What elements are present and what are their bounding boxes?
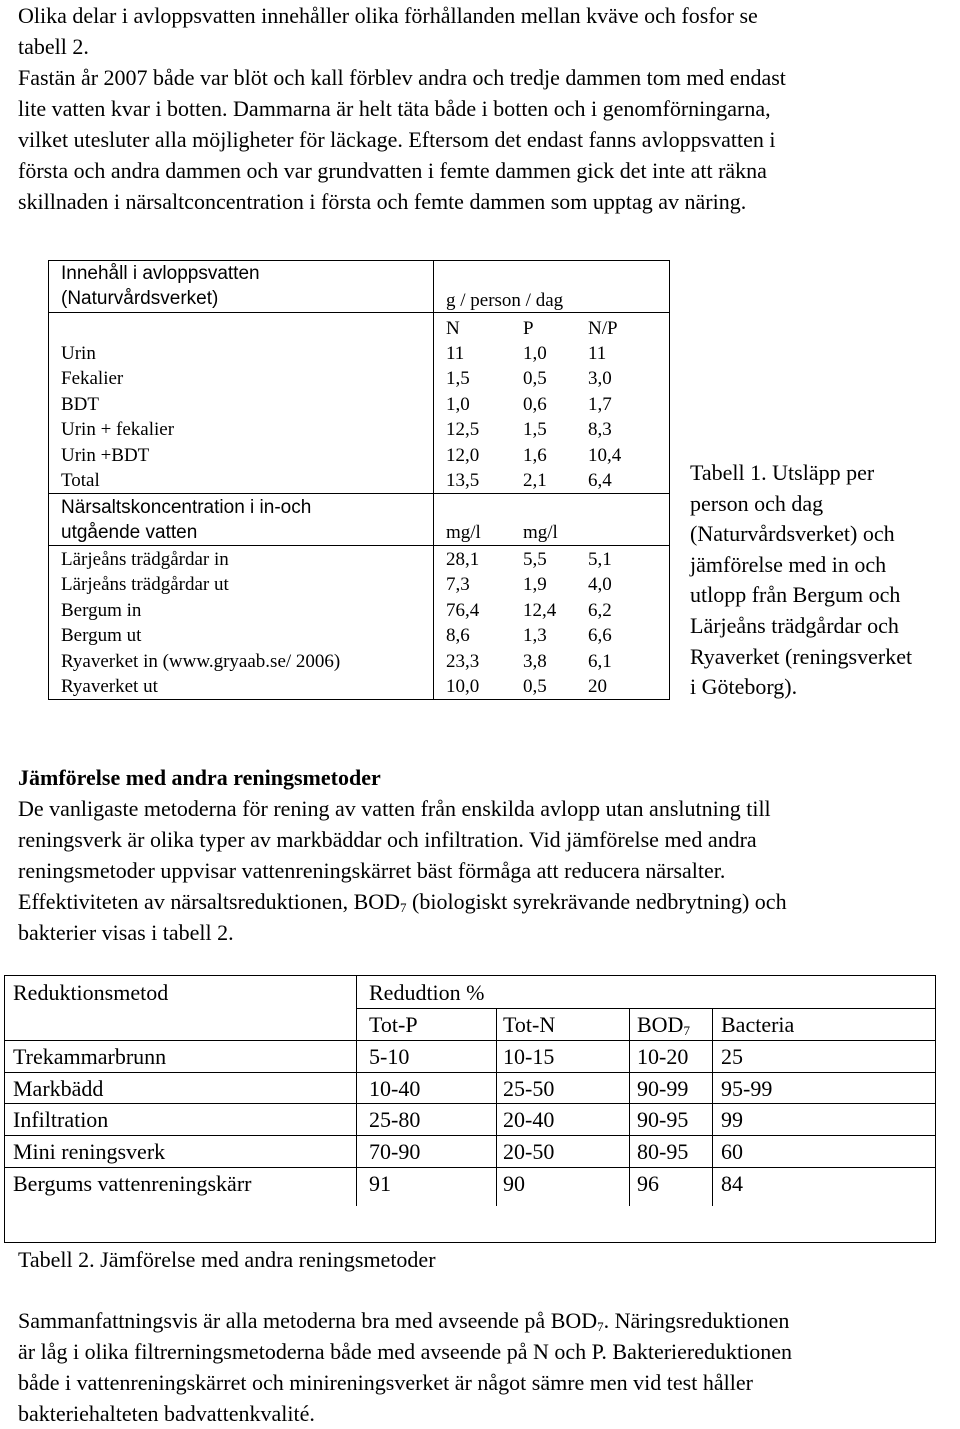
table1-cell: 1,5: [446, 368, 470, 389]
table-divider: [5, 1135, 935, 1136]
table1-row-label: Urin: [61, 343, 96, 364]
table2-cell: 84: [721, 1171, 743, 1196]
table-divider: [49, 312, 669, 313]
caption-line: (Naturvårdsverket) och: [690, 521, 895, 547]
table2-col-bod-text: BOD: [637, 1012, 684, 1037]
table2-cell: 91: [369, 1171, 391, 1196]
table2-col-bacteria: Bacteria: [721, 1012, 795, 1037]
table1-row-label: Lärjeåns trädgårdar in: [61, 549, 229, 570]
table1-cell: 1,0: [523, 343, 547, 364]
table-1-emissions: [48, 260, 670, 700]
table1-cell: 76,4: [446, 600, 480, 621]
table1-cell: 8,3: [588, 419, 612, 440]
table-divider: [433, 261, 434, 699]
summary-paragraph: [18, 1305, 948, 1429]
summary-line: bakteriehalteten badvattenkvalité.: [18, 1401, 315, 1426]
caption-line: jämförelse med in och: [690, 551, 887, 577]
table1-row-label: Total: [61, 470, 100, 491]
summary-line: [18, 1305, 948, 1336]
intro-line: skillnaden i närsaltconcentration i första och femte dammen som upptag av näring.: [18, 189, 747, 214]
table-2-methods: [4, 975, 936, 1243]
table1-cell: 6,6: [588, 625, 612, 646]
table-2-caption: Tabell 2. Jämförelse med andra reningsmetoder: [18, 1247, 436, 1272]
table1-subheading: Närsaltskoncentration i in-och: [61, 497, 312, 518]
table1-heading: Innehåll i avloppsvatten: [61, 263, 260, 284]
intro-paragraph: [18, 0, 948, 217]
caption-line: Lärjeåns trädgårdar och: [690, 612, 899, 638]
table1-cell: 11: [588, 343, 607, 364]
table1-cell: 10,0: [446, 676, 480, 697]
section-text: (biologiskt syrekrävande nedbrytning) och: [406, 889, 787, 914]
table1-cell: 2,1: [523, 470, 547, 491]
table1-cell: 12,5: [446, 419, 480, 440]
table1-row-label: Urin + fekalier: [61, 419, 175, 440]
intro-line: Olika delar i avloppsvatten innehåller olika förhållanden mellan kväve och fosfor se: [18, 3, 758, 28]
summary-text: Sammanfattningsvis är alla metoderna bra med avseende på BOD: [18, 1308, 598, 1333]
table1-col-np: N/P: [588, 318, 618, 339]
table1-cell: 13,5: [446, 470, 480, 491]
table2-cell: 10-40: [369, 1076, 421, 1101]
table1-cell: 3,0: [588, 368, 612, 389]
section-text: Effektiviteten av närsaltsreduktionen, BOD: [18, 889, 401, 914]
section-line: bakterier visas i tabell 2.: [18, 920, 234, 945]
table1-cell: 1,7: [588, 394, 612, 415]
table2-cell: 90-95: [637, 1107, 689, 1132]
comparison-section: [18, 762, 948, 948]
summary-text: . Näringsreduktionen: [603, 1308, 790, 1333]
table2-cell: 70-90: [369, 1139, 421, 1164]
table1-cell: 1,0: [446, 394, 470, 415]
table1-cell: 6,2: [588, 600, 612, 621]
intro-line: Fastän år 2007 både var blöt och kall förblev andra och tredje dammen tom med endast: [18, 65, 786, 90]
table-divider: [5, 1040, 935, 1041]
table1-unit-p: mg/l: [523, 522, 558, 543]
table1-subheading: utgående vatten: [61, 522, 198, 543]
section-line: reningsverk är olika typer av markbäddar och infiltration. Vid jämförelse med andra: [18, 827, 757, 852]
table2-col-totp: Tot-P: [369, 1012, 418, 1037]
table2-row-method: Trekammarbrunn: [13, 1044, 167, 1069]
table1-row-label: Bergum ut: [61, 625, 142, 646]
table1-row-label: BDT: [61, 394, 99, 415]
table-divider: [629, 1008, 630, 1206]
table2-cell: 20-50: [503, 1139, 555, 1164]
table2-cell: 90: [503, 1171, 525, 1196]
table1-cell: 3,8: [523, 651, 547, 672]
table1-cell: 20: [588, 676, 607, 697]
table2-cell: 25-50: [503, 1076, 555, 1101]
subscript: 7: [400, 900, 407, 915]
table2-header-method: Reduktionsmetod: [13, 980, 169, 1005]
table1-cell: 1,9: [523, 574, 547, 595]
table-divider: [5, 1072, 935, 1073]
table1-heading: (Naturvårdsverket): [61, 288, 219, 309]
subscript: 7: [683, 1023, 690, 1038]
caption-line: Tabell 1. Utsläpp per: [690, 460, 875, 485]
table1-cell: 7,3: [446, 574, 470, 595]
section-line: De vanligaste metoderna för rening av vatten från enskilda avlopp utan anslutning till: [18, 796, 771, 821]
summary-line: både i vattenreningskärret och minireningsverket är något sämre men vid test håller: [18, 1370, 753, 1395]
intro-line: första och andra dammen och var grundvatten i femte dammen gick det inte att räkna: [18, 158, 767, 183]
table1-cell: 1,6: [523, 445, 547, 466]
table2-header-reduction: Redudtion %: [369, 980, 485, 1005]
section-line: reningsmetoder uppvisar vattenreningskärret bäst förmåga att reducera närsalter.: [18, 858, 726, 883]
table1-col-p: P: [523, 318, 534, 339]
summary-line: är låg i olika filtrerningsmetoderna både med avseende på N och P. Bakteriereduktionen: [18, 1339, 793, 1364]
intro-line: lite vatten kvar i botten. Dammarna är helt täta både i botten och i genomförningarna,: [18, 96, 771, 121]
subscript: 7: [597, 1319, 604, 1334]
table1-cell: 0,6: [523, 394, 547, 415]
table1-cell: 12,0: [446, 445, 480, 466]
table-divider: [5, 1103, 935, 1104]
table2-cell: 95-99: [721, 1076, 773, 1101]
table1-cell: 4,0: [588, 574, 612, 595]
table1-cell: 5,5: [523, 549, 547, 570]
table2-row-method: Mini reningsverk: [13, 1139, 166, 1164]
table2-cell: 99: [721, 1107, 743, 1132]
table2-cell: 96: [637, 1171, 659, 1196]
table2-cell: 10-20: [637, 1044, 689, 1069]
table2-row-method: Infiltration: [13, 1107, 109, 1132]
table1-col-n: N: [446, 318, 460, 339]
caption-line: utlopp från Bergum och: [690, 582, 901, 608]
table1-cell: 11: [446, 343, 465, 364]
table2-cell: 80-95: [637, 1139, 689, 1164]
table1-row-label: Fekalier: [61, 368, 124, 389]
table1-cell: 10,4: [588, 445, 622, 466]
table1-cell: 0,5: [523, 676, 547, 697]
table2-row-method: Bergums vattenreningskärr: [13, 1171, 252, 1196]
table2-cell: 25-80: [369, 1107, 421, 1132]
section-line: [18, 886, 948, 917]
table2-cell: 60: [721, 1139, 743, 1164]
table2-cell: 5-10: [369, 1044, 410, 1069]
table1-cell: 1,3: [523, 625, 547, 646]
table2-row-method: Markbädd: [13, 1076, 104, 1101]
table1-row-label: Lärjeåns trädgårdar ut: [61, 574, 229, 595]
intro-line: tabell 2.: [18, 34, 89, 59]
table2-cell: 10-15: [503, 1044, 555, 1069]
table1-row-label: Bergum in: [61, 600, 142, 621]
table1-unit-n: mg/l: [446, 522, 481, 543]
table-divider: [356, 976, 357, 1206]
table1-row-label: Ryaverket in (www.gryaab.se/ 2006): [61, 651, 341, 672]
table-divider: [49, 545, 669, 546]
table1-cell: 5,1: [588, 549, 612, 570]
table-divider: [496, 1008, 497, 1206]
table-1-caption: [690, 458, 960, 703]
table1-cell: 0,5: [523, 368, 547, 389]
section-heading: Jämförelse med andra reningsmetoder: [18, 765, 381, 790]
table2-cell: 25: [721, 1044, 743, 1069]
table1-cell: 6,1: [588, 651, 612, 672]
table-divider: [712, 1008, 713, 1206]
table-divider: [5, 1167, 935, 1168]
table1-row-label: Ryaverket ut: [61, 676, 158, 697]
table1-row-label: Urin +BDT: [61, 445, 150, 466]
table1-cell: 1,5: [523, 419, 547, 440]
table2-col-bod: [637, 1012, 690, 1038]
table1-cell: 12,4: [523, 600, 557, 621]
table-divider: [49, 493, 669, 494]
table2-col-totn: Tot-N: [503, 1012, 556, 1037]
table1-cell: 28,1: [446, 549, 480, 570]
table1-cell: 6,4: [588, 470, 612, 491]
table1-unit-header: g / person / dag: [446, 290, 564, 311]
caption-line: i Göteborg).: [690, 674, 798, 700]
intro-line: vilket utesluter alla möjligheter för läckage. Eftersom det endast fanns avloppsvatten i: [18, 127, 776, 152]
caption-line: person och dag: [690, 490, 824, 516]
table2-cell: 90-99: [637, 1076, 689, 1101]
table-divider: [356, 1008, 935, 1009]
table1-cell: 23,3: [446, 651, 480, 672]
table1-cell: 8,6: [446, 625, 470, 646]
table2-cell: 20-40: [503, 1107, 555, 1132]
caption-line: Ryaverket (reningsverket: [690, 643, 913, 669]
